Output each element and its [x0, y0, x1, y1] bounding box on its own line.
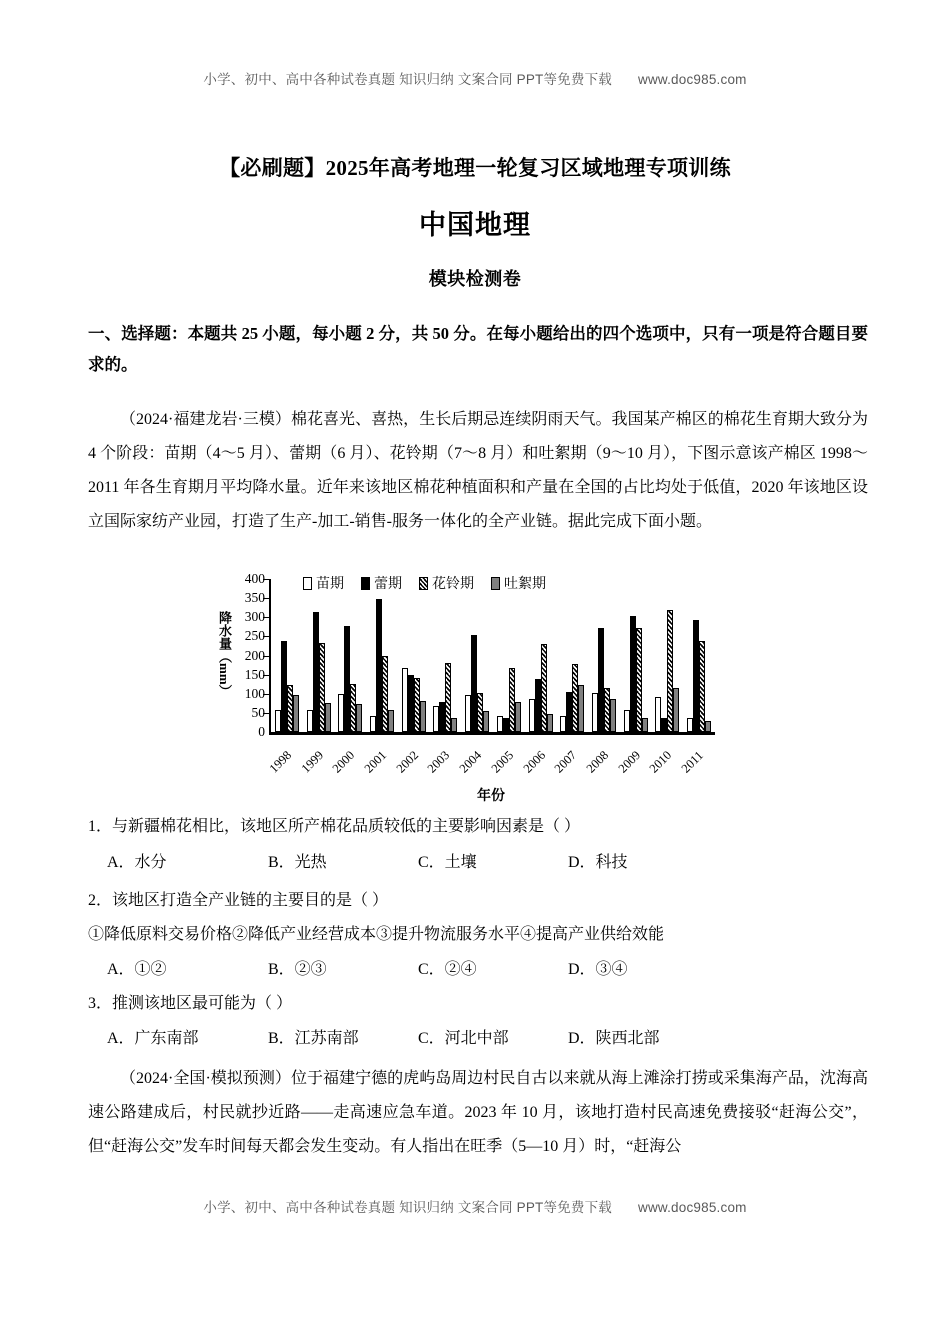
bar-group-2003	[430, 579, 462, 732]
question-3-option-3[interactable]: D．陕西北部	[568, 1030, 660, 1047]
x-tick-label-2008: 2008	[583, 748, 612, 776]
bar-2009-花铃期	[636, 628, 642, 732]
y-tick-label-250: 250	[244, 628, 265, 644]
chart-x-axis-label: 年份	[477, 789, 505, 804]
chart-bars	[271, 579, 715, 732]
chart-y-axis-label: 降水量（mm）	[217, 611, 232, 698]
running-footer-url: www.doc985.com	[638, 1200, 747, 1215]
running-header-text: 小学、初中、高中各种试卷真题 知识归纳 文案合同 PPT等免费下载	[203, 72, 612, 87]
document-subtitle: 中国地理	[419, 210, 531, 240]
x-tick-label-2002: 2002	[393, 748, 421, 776]
y-tick-label-100: 100	[244, 685, 265, 701]
x-tick-label-2007: 2007	[551, 748, 580, 776]
question-3-stem: 3．推测该地区最可能为（ ）	[88, 995, 293, 1012]
running-footer-text: 小学、初中、高中各种试卷真题 知识归纳 文案合同 PPT等免费下载	[203, 1200, 612, 1215]
question-3-options[interactable]	[88, 1026, 878, 1052]
running-header-url: www.doc985.com	[638, 72, 747, 87]
bar-group-2001	[366, 579, 398, 732]
legend-label-flowering: 花铃期	[432, 577, 474, 592]
question-1-option-1[interactable]: B．光热	[268, 854, 327, 871]
precipitation-bar-chart	[213, 573, 743, 808]
chart-y-axis-ticks	[231, 571, 265, 739]
y-tick-label-150: 150	[244, 666, 265, 682]
chart-x-axis-ticks	[266, 736, 713, 780]
x-tick-label-2001: 2001	[361, 748, 390, 776]
question-1-stem: 1．与新疆棉花相比，该地区所产棉花品质较低的主要影响因素是（ ）	[88, 818, 581, 835]
question-1-option-2[interactable]: C．土壤	[418, 854, 477, 871]
y-tick-mark-50	[263, 713, 270, 714]
bar-1999-吐絮期	[325, 703, 331, 732]
y-tick-label-350: 350	[244, 590, 265, 606]
bar-group-2007	[556, 579, 588, 732]
y-tick-label-200: 200	[244, 647, 265, 663]
x-tick-label-2010: 2010	[647, 748, 675, 776]
legend-label-seedling: 苗期	[316, 577, 344, 592]
question-2-option-2[interactable]: C．②④	[418, 961, 477, 978]
bar-2011-花铃期	[699, 641, 705, 732]
bar-2010-吐絮期	[673, 688, 679, 732]
x-tick-label-2009: 2009	[615, 748, 643, 776]
y-tick-label-0: 0	[258, 724, 265, 739]
question-2-options[interactable]	[88, 957, 878, 983]
section-instruction: 一、选择题：本题共 25 小题，每小题 2 分，共 50 分。在每小题给出的四个选项中，只有一项是符合题目要求的。	[88, 324, 868, 374]
bar-2000-吐絮期	[356, 704, 362, 732]
legend-label-budding: 蕾期	[374, 577, 402, 592]
chart-plot-area	[269, 579, 715, 735]
bar-group-2011	[683, 579, 715, 732]
bar-2006-吐絮期	[547, 714, 553, 732]
bar-2005-吐絮期	[515, 702, 521, 732]
passage-2: （2024·全国·模拟预测）位于福建宁德的虎屿岛周边村民自古以来就从海上滩涂打捞或采集海产品，沈海高速公路建成后，村民就抄近路——走高速应急车道。2023 年 10 月，该地打造村民高速免费接驳“赶海公交”，但“赶海公交”发车时间每天都会发生变动。有人指出在旺季（5—10 月）时，“赶海公	[88, 1070, 868, 1155]
x-tick-label-2011: 2011	[678, 748, 707, 776]
y-tick-mark-100	[263, 694, 270, 695]
y-tick-mark-200	[263, 656, 270, 657]
y-tick-mark-150	[263, 675, 270, 676]
bar-group-2000	[334, 579, 366, 732]
bar-2002-吐絮期	[420, 701, 426, 732]
question-1-option-0[interactable]: A．水分	[107, 854, 167, 871]
question-2-option-0[interactable]: A．①②	[107, 961, 167, 978]
x-tick-label-2006: 2006	[520, 748, 548, 776]
running-header	[0, 68, 950, 88]
bar-1998-吐絮期	[293, 695, 299, 732]
bar-group-2008	[588, 579, 620, 732]
bar-2003-吐絮期	[451, 718, 457, 732]
bar-group-2002	[398, 579, 430, 732]
bar-group-1999	[303, 579, 335, 732]
question-1-options[interactable]	[88, 850, 878, 876]
question-2-option-1[interactable]: B．②③	[268, 961, 327, 978]
bar-2009-吐絮期	[642, 718, 648, 732]
question-2-substem: ①降低原料交易价格②降低产业经营成本③提升物流服务水平④提高产业供给效能	[88, 926, 665, 943]
x-tick-label-2000: 2000	[329, 748, 358, 776]
document-title: 【必刷题】2025年高考地理一轮复习区域地理专项训练	[219, 156, 731, 180]
bar-group-1998	[271, 579, 303, 732]
y-tick-label-400: 400	[244, 571, 265, 586]
bar-group-2004	[461, 579, 493, 732]
running-footer	[0, 1196, 950, 1216]
y-tick-label-50: 50	[251, 704, 265, 720]
y-tick-mark-400	[263, 579, 270, 580]
x-tick-label-2003: 2003	[425, 748, 453, 776]
x-tick-label-2005: 2005	[488, 748, 517, 776]
bar-2011-吐絮期	[705, 721, 711, 732]
y-tick-mark-350	[263, 598, 270, 599]
document-subtitle-2: 模块检测卷	[428, 269, 522, 289]
x-tick-label-1999: 1999	[298, 748, 326, 776]
question-3-option-1[interactable]: B．江苏南部	[268, 1030, 359, 1047]
bar-2008-吐絮期	[610, 699, 616, 732]
x-tick-label-2004: 2004	[456, 748, 485, 776]
question-3-option-2[interactable]: C．河北中部	[418, 1030, 509, 1047]
bar-group-2009	[620, 579, 652, 732]
question-2-stem: 2．该地区打造全产业链的主要目的是（ ）	[88, 892, 389, 909]
x-tick-label-1998: 1998	[266, 748, 295, 776]
bar-2004-吐絮期	[483, 711, 489, 732]
y-tick-mark-300	[263, 617, 270, 618]
y-tick-label-300: 300	[244, 609, 265, 625]
bar-2007-吐絮期	[578, 685, 584, 732]
question-2-option-3[interactable]: D．③④	[568, 961, 628, 978]
question-1-option-3[interactable]: D．科技	[568, 854, 628, 871]
question-3-option-0[interactable]: A．广东南部	[107, 1030, 199, 1047]
bar-group-2010	[652, 579, 684, 732]
y-tick-mark-250	[263, 636, 270, 637]
passage-1: （2024·福建龙岩·三模）棉花喜光、喜热，生长后期忌连续阴雨天气。我国某产棉区的棉花生育期大致分为 4 个阶段：苗期（4～5 月）、蕾期（6 月）、花铃期（7～8 月）和吐絮期（9～10 月），下图示意该产棉区 1998～2011 年各生育期月平均降水量。近年来该地区棉花种植面积和产量在全国的占比均处于低值，2020 年该地区设立国际家纺产业园，打造了生产-加工-销售-服务一体化的全产业链。据此完成下面小题。	[88, 411, 868, 530]
bar-group-2006	[525, 579, 557, 732]
legend-label-boll-opening: 吐絮期	[504, 577, 546, 592]
bar-group-2005	[493, 579, 525, 732]
bar-2001-吐絮期	[388, 710, 394, 732]
